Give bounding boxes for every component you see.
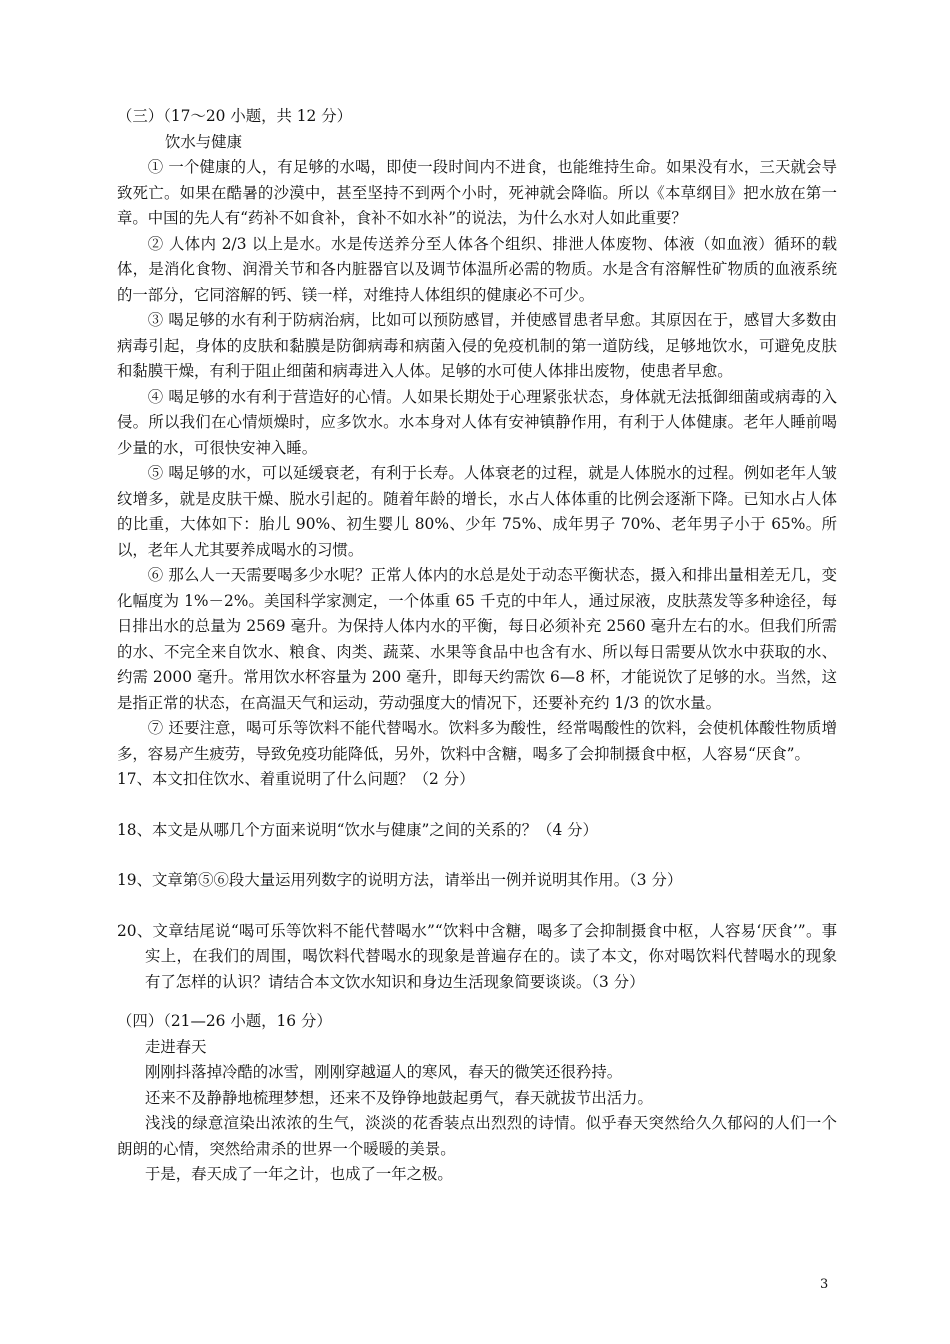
answer-space-17 <box>117 793 837 818</box>
paragraph-6: ⑥ 那么人一天需要喝多少水呢？正常人体内的水总是处于动态平衡状态，摄入和排出量相差无几，变化幅度为 1%－2%。美国科学家测定，一个体重 65 千克的中年人，通过尿液，皮肤蒸发等多种途径，每日排出水的总量为 2569 毫升。为保持人体内水的平衡，每日必须补充 2560 毫升左右的水。但我们所需的水、不完全来自饮水、粮食、肉类、蔬菜、水果等食品中也含有水、所以每日需要从饮水中获取的水、约需 2000 毫升。常用饮水杯容量为 200 毫升，即每天约需饮 6—8 杯，才能说饮了足够的水。当然，这是指正常的状态，在高温天气和运动，劳动强度大的情况下，还要补充约 1/3 的饮水量。 <box>117 566 837 712</box>
page-content <box>117 104 837 1188</box>
paragraph-7: ⑦ 还要注意，喝可乐等饮料不能代替喝水。饮料多为酸性，经常喝酸性的饮料，会使机体酸性物质增多，容易产生疲劳，导致免疫功能降低，另外，饮料中含糖，喝多了会抑制摄食中枢，人容易“厌食”。 <box>117 719 837 763</box>
poem-paragraph-3: 浅浅的绿意渲染出浓浓的生气，淡淡的花香装点出烈烈的诗情。似乎春天突然给久久郁闷的人们一个朗朗的心情，突然给肃杀的世界一个暖暖的美景。 <box>117 1114 837 1158</box>
paragraph-5: ⑤ 喝足够的水，可以延缓衰老，有利于长寿。人体衰老的过程，就是人体脱水的过程。例如老年人皱纹增多，就是皮肤干燥、脱水引起的。随着年龄的增长，水占人体体重的比例会逐渐下降。已知水占人体的比重，大体如下：胎儿 90%、初生婴儿 80%、少年 75%、成年男子 70%、老年男子小于 65%。所以，老年人尤其要养成喝水的习惯。 <box>117 464 837 559</box>
page-number: 3 <box>820 1277 829 1292</box>
answer-space-19 <box>117 894 837 919</box>
question-20: 20、文章结尾说“喝可乐等饮料不能代替喝水”“饮料中含糖，喝多了会抑制摄食中枢，人容易‘厌食’”。事实上，在我们的周围，喝饮料代替喝水的现象是普遍存在的。读了本文，你对喝饮料代替喝水的现象有了怎样的认识？请结合本文饮水知识和身边生活现象简要谈谈。（3 分） <box>117 921 837 991</box>
question-19: 19、文章第⑤⑥段大量运用列数字的说明方法，请举出一例并说明其作用。（3 分） <box>117 871 683 889</box>
paragraph-1: ① 一个健康的人，有足够的水喝，即使一段时间内不进食，也能维持生命。如果没有水，三天就会导致死亡。如果在酷暑的沙漠中，甚至坚持不到两个小时，死神就会降临。所以《本草纲目》把水放在第一章。中国的先人有“药补不如食补，食补不如水补”的说法，为什么水对人如此重要？ <box>117 158 837 227</box>
poem-paragraph-4: 于是，春天成了一年之计，也成了一年之极。 <box>145 1165 453 1183</box>
section-4-heading: （四）（21—26 小题，16 分） <box>117 1012 332 1030</box>
paragraph-4: ④ 喝足够的水有利于营造好的心情。人如果长期处于心理紧张状态，身体就无法抵御细菌或病毒的入侵。所以我们在心情烦燥时，应多饮水。水本身对人体有安神镇静作用，有利于人体健康。老年人睡前喝少量的水，可很快安神入睡。 <box>117 387 837 457</box>
paragraph-2: ② 人体内 2/3 以上是水。水是传送养分至人体各个组织、排泄人体废物、体液（如血液）循环的载体，是消化食物、润滑关节和各内脏器官以及调节体温所必需的物质。水是含有溶解性矿物质的血液系统的一部分，它同溶解的钙、镁一样，对维持人体组织的健康必不可少。 <box>117 234 837 304</box>
answer-space-18 <box>117 843 837 868</box>
question-18: 18、本文是从哪几个方面来说明“饮水与健康”之间的关系的？（4 分） <box>117 820 598 839</box>
section-3-heading: （三）（17～20 小题，共 12 分） <box>117 107 353 125</box>
question-17: 17、本文扣住饮水、着重说明了什么问题？（2 分） <box>117 770 475 788</box>
section-3-title: 饮水与健康 <box>165 132 242 151</box>
section-4-title: 走进春天 <box>145 1037 207 1056</box>
poem-paragraph-2: 还来不及静静地梳理梦想，还来不及铮铮地鼓起勇气，春天就拔节出活力。 <box>145 1088 653 1107</box>
paragraph-3: ③ 喝足够的水有利于防病治病，比如可以预防感冒，并使感冒患者早愈。其原因在于，感冒大多数由病毒引起，身体的皮肤和黏膜是防御病毒和病菌入侵的免疫机制的第一道防线，足够地饮水，可避免皮肤和黏膜干燥，有利于阻止细菌和病毒进入人体。足够的水可使人体排出废物，使患者早愈。 <box>117 311 837 380</box>
poem-paragraph-1: 刚刚抖落掉冷酷的冰雪，刚刚穿越逼人的寒风，春天的微笑还很矜持。 <box>145 1063 623 1081</box>
